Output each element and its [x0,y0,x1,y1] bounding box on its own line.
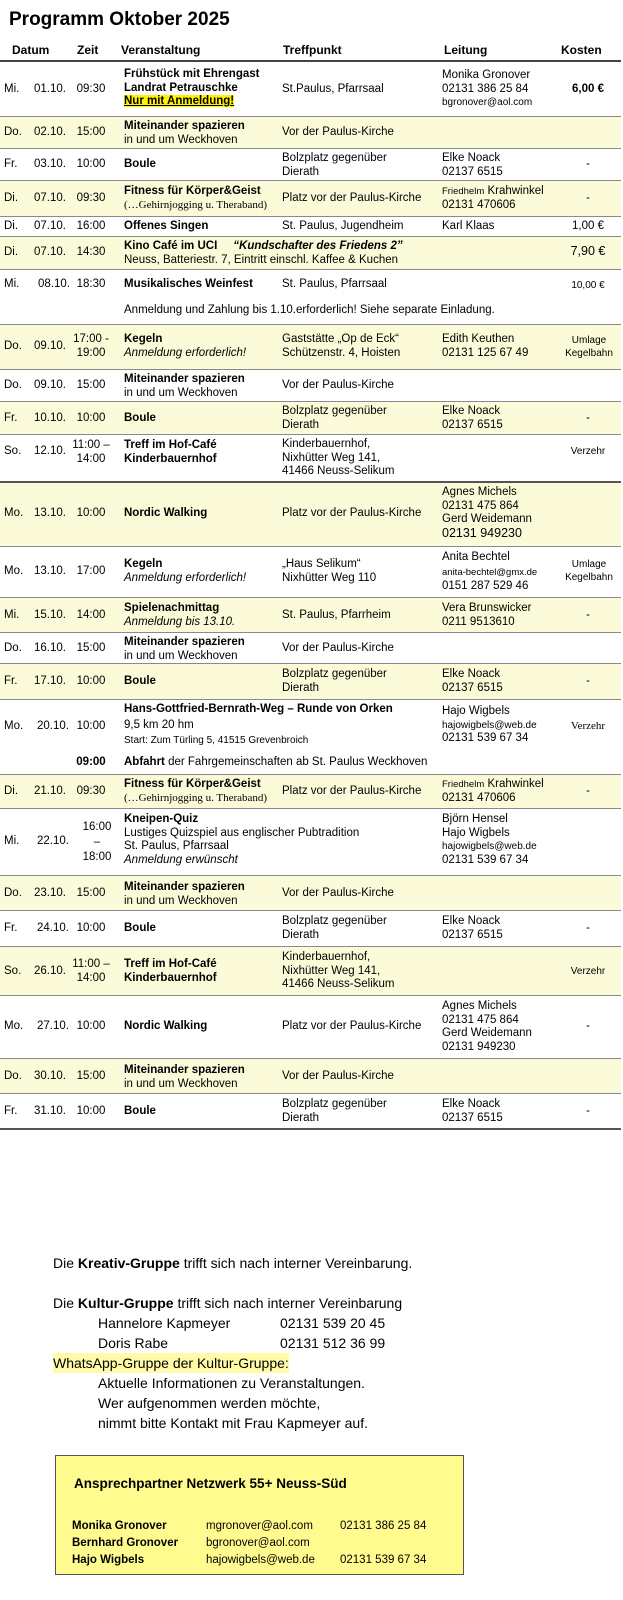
place-cell: Vor der Paulus-Kirche [282,379,394,391]
registration-note: Anmeldung und Zahlung bis 1.10.erforderlich! Siehe separate Einladung. [124,304,495,316]
lead-cell: Hajo Wigbels hajowigbels@web.de 02131 539 67 34 [442,705,537,744]
place-cell: Vor der Paulus-Kirche [282,126,394,138]
lead-cell: Anita Bechtel anita-bechtel@gmx.de 0151 287 529 46 [442,551,538,592]
cost-cell: - [586,1020,590,1032]
day-cell: Mo. [4,507,24,519]
date-cell: 23.10. [34,887,66,899]
lead-cell: Elke Noack 02137 6515 [442,915,503,941]
event-cell: Hans-Gottfried-Bernrath-Weg – Runde von Orken 9,5 km 20 hm Start: Zum Türling 5, 41515 Grevenbroich [124,703,393,746]
cost-cell: Verzehr [570,446,606,457]
date-cell: 20.10. [37,720,69,732]
event-cell: Frühstück mit Ehrengast Landrat Petrauschke Nur mit Anmeldung! [124,68,260,107]
event-cell: Fitness für Körper&Geist (…Gehirnjogging u. Theraband) [124,778,268,804]
event-cell: Fitness für Körper&Geist (…Gehirnjogging u. Theraband) [124,185,268,211]
table-row [0,547,621,598]
time-cell: 15:00 [76,642,106,654]
kultur-contact-phone: 02131 512 36 99 [280,1335,386,1351]
time-cell: 16:00 – 18:00 [82,821,112,863]
time-cell: 10:00 [76,507,106,519]
lead-cell: Agnes Michels 02131 475 864 Gerd Weidemann 02131 949230 [442,486,532,540]
time-cell: 10:00 [76,412,106,424]
cost-cell: Verzehr [570,966,606,977]
time-cell: 17:00 - 19:00 [73,333,109,359]
place-cell: Vor der Paulus-Kirche [282,1070,394,1082]
date-cell: 13.10. [34,565,66,577]
date-cell: 01.10. [34,83,66,95]
contact-phone: 02131 386 25 84 [340,1520,427,1532]
date-cell: 22.10. [37,835,69,847]
place-cell: Platz vor der Paulus-Kirche [282,1020,422,1032]
page-title: Programm Oktober 2025 [9,9,230,30]
event-cell: Musikalisches Weinfest [124,278,253,290]
lead-cell: Edith Keuthen 02131 125 67 49 [442,333,529,359]
lead-cell: Elke Noack 02137 6515 [442,668,503,694]
event-cell: Miteinander spazieren in und um Weckhoven [124,881,245,907]
day-cell: Mi. [4,835,20,847]
table-row [0,217,621,237]
table-row [0,1059,621,1094]
time-cell: 10:00 [76,1020,106,1032]
table-row [0,911,621,947]
day-cell: Di. [4,246,19,258]
kultur-contact-name: Hannelore Kapmeyer [98,1315,231,1331]
lead-cell: Friedhelm Krahwinkel 02131 470606 [442,185,544,211]
place-cell: Bolzplatz gegenüber Dierath [282,668,387,694]
table-row [0,325,621,370]
date-cell: 12.10. [34,445,66,457]
contact-box-title: Ansprechpartner Netzwerk 55+ Neuss-Süd [74,1476,347,1491]
day-cell: Fr. [4,922,18,934]
date-cell: 09.10. [34,340,66,352]
contact-email[interactable]: hajowigbels@web.de [206,1554,315,1566]
place-cell: Kinderbauernhof, Nixhütter Weg 141, 41466 Neuss-Selikum [282,951,395,990]
day-cell: Fr. [4,158,18,170]
cost-cell: 10,00 € [571,280,605,291]
table-row [0,700,621,775]
table-row [0,598,621,633]
table-row [0,1094,621,1130]
event-cell: Boule [124,158,156,170]
date-cell: 15.10. [34,609,66,621]
time-cell: 15:00 [76,1070,106,1082]
lead-cell: Monika Gronover 02131 386 25 84 bgronover@aol.com [442,69,533,108]
table-row [0,402,621,435]
event-cell: Offenes Singen [124,220,209,232]
lead-cell: Friedhelm Krahwinkel 02131 470606 [442,778,544,804]
event-cell: Kegeln Anmeldung erforderlich! [124,333,247,359]
lead-cell: Elke Noack 02137 6515 [442,1098,503,1124]
cost-cell: - [586,158,590,170]
place-cell: Platz vor der Paulus-Kirche [282,785,422,797]
header-leitung: Leitung [444,43,488,57]
whatsapp-info-line: Wer aufgenommen werden möchte, [98,1395,321,1411]
event-cell: Kino Café im UCI “Kundschafter des Friedens 2” Neuss, Batteriestr. 7, Eintritt einschl. Kaffee & Kuchen [124,240,403,266]
event-cell: Miteinander spazieren in und um Weckhoven [124,120,245,146]
day-cell: Do. [4,1070,22,1082]
header-veranstaltung: Veranstaltung [121,43,201,57]
lead-cell: Karl Klaas [442,220,495,232]
place-cell: Platz vor der Paulus-Kirche [282,507,422,519]
event-cell: Nordic Walking [124,507,208,519]
table-row [0,149,621,181]
time-cell: 16:00 [76,220,106,232]
place-cell: Platz vor der Paulus-Kirche [282,192,422,204]
day-cell: Di. [4,220,19,232]
place-cell: Vor der Paulus-Kirche [282,887,394,899]
day-cell: Do. [4,126,22,138]
time-cell: 09:30 [76,83,106,95]
table-row [0,237,621,270]
table-row [0,270,621,325]
date-cell: 24.10. [37,922,69,934]
day-cell: Mo. [4,1020,24,1032]
contact-name: Bernhard Gronover [72,1537,179,1549]
kultur-contact-phone: 02131 539 20 45 [280,1315,386,1331]
date-cell: 30.10. [34,1070,66,1082]
event-cell: Boule [124,412,156,424]
cost-cell: Verzehr [570,720,606,732]
place-cell: Bolzplatz gegenüber Dierath [282,915,387,941]
header-treffpunkt: Treffpunkt [283,43,342,57]
day-cell: Mi. [4,83,20,95]
date-cell: 21.10. [34,785,66,797]
event-cell: Spielenachmittag Anmeldung bis 13.10. [124,602,236,628]
place-cell: „Haus Selikum“ Nixhütter Weg 110 [282,558,377,584]
event-cell: Kegeln Anmeldung erforderlich! [124,558,247,584]
time-cell: 10:00 [76,720,106,732]
cost-cell: - [586,922,590,934]
contact-box [55,1455,464,1575]
cost-cell: - [586,412,590,424]
date-cell: 17.10. [34,675,66,687]
table-row [0,633,621,664]
day-cell: So. [4,445,22,457]
table-row [0,947,621,996]
day-cell: Do. [4,887,22,899]
contact-phone: 02131 539 67 34 [340,1554,427,1566]
date-cell: 10.10. [34,412,66,424]
lead-cell: Agnes Michels 02131 475 864 Gerd Weidemann 02131 949230 [442,1000,532,1053]
place-cell: St. Paulus, Jugendheim [282,220,404,232]
header-datum: Datum [12,43,50,57]
table-row [0,996,621,1059]
lead-cell: Björn Hensel Hajo Wigbels hajowigbels@web.de 02131 539 67 34 [442,813,537,866]
day-cell: Mi. [4,278,20,290]
time-cell: 18:30 [76,278,106,290]
date-cell: 07.10. [34,220,66,232]
lead-cell: Vera Brunswicker 0211 9513610 [442,602,532,628]
place-cell: St.Paulus, Pfarrsaal [282,83,384,95]
cost-cell: 1,00 € [572,220,604,232]
whatsapp-info-line: Aktuelle Informationen zu Veranstaltungen. [98,1375,365,1391]
date-cell: 09.10. [34,379,66,391]
date-cell: 16.10. [34,642,66,654]
kultur-contact-name: Doris Rabe [98,1335,169,1351]
place-cell: Bolzplatz gegenüber Dierath [282,405,387,431]
date-cell: 07.10. [34,246,66,258]
place-cell: Bolzplatz gegenüber Dierath [282,1098,387,1124]
time-cell: 11:00 – 14:00 [72,439,110,465]
whatsapp-group-label: WhatsApp-Gruppe der Kultur-Gruppe: [53,1355,289,1371]
contact-email[interactable]: bgronover@aol.com [206,1537,310,1549]
registration-note: Nur mit Anmeldung! [124,95,235,107]
event-cell: Boule [124,922,156,934]
contact-name: Monika Gronover [72,1520,167,1532]
table-row [0,876,621,911]
time-cell: 10:00 [76,158,106,170]
day-cell: So. [4,965,22,977]
day-cell: Di. [4,785,19,797]
time-cell: 09:30 [76,192,106,204]
time-cell: 10:00 [76,1105,106,1117]
place-cell: Bolzplatz gegenüber Dierath [282,152,387,178]
event-cell: Miteinander spazieren in und um Weckhoven [124,636,245,662]
cost-cell: - [586,1105,590,1117]
time-cell: 15:00 [76,887,106,899]
lead-cell: Elke Noack 02137 6515 [442,405,503,431]
time-cell: 09:30 [76,785,106,797]
day-cell: Do. [4,340,22,352]
event-cell: Treff im Hof-Café Kinderbauernhof [124,439,217,465]
date-cell: 08.10. [38,278,70,290]
time-cell: 14:30 [76,246,106,258]
day-cell: Fr. [4,1105,18,1117]
time-cell: 15:00 [76,379,106,391]
place-cell: Gaststätte „Op de Eck“ Schützenstr. 4, Hoisten [282,333,401,359]
table-row [0,775,621,809]
departure-note: Abfahrt der Fahrgemeinschaften ab St. Paulus Weckhoven [124,756,428,768]
day-cell: Fr. [4,675,18,687]
schedule-table [0,60,621,1130]
cost-cell: Umlage Kegelbahn [565,335,613,359]
event-cell: Miteinander spazieren in und um Weckhoven [124,373,245,399]
date-cell: 26.10. [34,965,66,977]
event-cell: Treff im Hof-Café Kinderbauernhof [124,958,217,984]
day-cell: Mo. [4,720,24,732]
table-row [0,483,621,547]
date-cell: 03.10. [34,158,66,170]
cost-cell: - [586,785,590,797]
table-row [0,117,621,149]
header-kosten: Kosten [561,43,602,57]
table-row [0,664,621,700]
contact-email[interactable]: mgronover@aol.com [206,1520,313,1532]
contact-name: Hajo Wigbels [72,1554,145,1566]
place-cell: Vor der Paulus-Kirche [282,642,394,654]
time-cell: 14:00 [76,609,106,621]
cost-cell: - [586,192,590,204]
cost-cell: 6,00 € [572,83,604,95]
place-cell: St. Paulus, Pfarrheim [282,609,391,621]
date-cell: 02.10. [34,126,66,138]
day-cell: Di. [4,192,19,204]
whatsapp-info-line: nimmt bitte Kontakt mit Frau Kapmeyer auf. [98,1415,368,1431]
time-cell: 11:00 – 14:00 [72,958,110,984]
event-cell: Boule [124,675,156,687]
event-cell: Kneipen-Quiz Lustiges Quizspiel aus englischer Pubtradition St. Paulus, Pfarrsaal Anmeldung erwünscht [124,813,360,866]
kreativ-group-note: Die Kreativ-Gruppe trifft sich nach interner Vereinbarung. [53,1255,413,1271]
day-cell: Fr. [4,412,18,424]
day-cell: Mo. [4,565,24,577]
table-row [0,181,621,217]
table-row [0,809,621,876]
cost-cell: - [586,675,590,687]
place-cell: St. Paulus, Pfarrsaal [282,278,387,290]
kultur-group-note: Die Kultur-Gruppe trifft sich nach interner Vereinbarung [53,1295,403,1311]
day-cell: Mi. [4,609,20,621]
cost-cell: - [586,609,590,621]
day-cell: Do. [4,379,22,391]
date-cell: 27.10. [37,1020,69,1032]
cost-cell: 7,90 € [570,244,606,258]
time-cell: 15:00 [76,126,106,138]
lead-cell: Elke Noack 02137 6515 [442,152,503,178]
day-cell: Do. [4,642,22,654]
cost-cell: Umlage Kegelbahn [565,559,613,583]
time-cell: 09:00 [76,756,106,768]
time-cell: 17:00 [76,565,106,577]
table-row [0,435,621,483]
header-zeit: Zeit [77,43,99,57]
date-cell: 13.10. [34,507,66,519]
table-row [0,370,621,402]
time-cell: 10:00 [76,675,106,687]
table-row [0,62,621,117]
time-cell: 10:00 [76,922,106,934]
event-cell: Boule [124,1105,156,1117]
date-cell: 31.10. [34,1105,66,1117]
place-cell: Kinderbauernhof, Nixhütter Weg 141, 41466 Neuss-Selikum [282,438,395,477]
date-cell: 07.10. [34,192,66,204]
event-cell: Nordic Walking [124,1020,208,1032]
event-cell: Miteinander spazieren in und um Weckhoven [124,1064,245,1090]
